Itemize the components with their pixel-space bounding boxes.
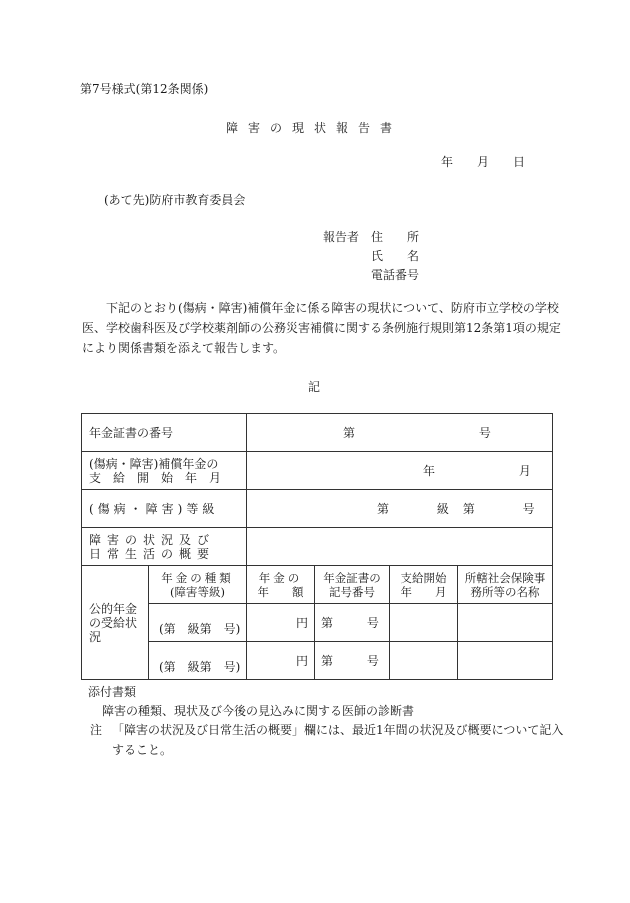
grade-text: (第 級第 号) [159, 660, 241, 674]
disability-status-label-2: 日常生活の概要 [89, 546, 216, 561]
label-text: 年金証書の番号 [89, 425, 174, 440]
form-number: 第7号様式(第12条関係) [80, 82, 209, 96]
office-name-cell[interactable] [458, 604, 553, 642]
pension-header-row [82, 566, 553, 604]
payment-start-cell[interactable] [390, 604, 458, 642]
certificate-number-label-text [89, 426, 246, 440]
reporter-phone-label: 電話番号 [371, 268, 420, 282]
public-pension-label-2: の受給状 [89, 615, 138, 630]
date-month: 月 [477, 155, 490, 169]
payment-start-label-1: (傷病・障害)補償年金の [89, 456, 219, 471]
certificate-number-field[interactable] [247, 414, 553, 452]
date-day: 日 [513, 155, 526, 169]
body-line-3: により関係書類を添えて報告します。 [82, 341, 286, 355]
note-label: 注 [90, 723, 103, 737]
go-text: 号 [366, 653, 379, 668]
pension-grade-cell[interactable] [149, 604, 247, 642]
annual-amount-cell[interactable] [247, 642, 315, 680]
go-text: 号 [366, 615, 379, 630]
grade-field[interactable] [247, 490, 553, 528]
header-text-1: 年金証書の [323, 570, 381, 585]
header-annual-amount [247, 566, 315, 604]
header-office-name [458, 566, 553, 604]
public-pension-label-1: 公的年金 [89, 601, 138, 616]
month-text: 月 [518, 463, 531, 478]
pension-grade-cell[interactable] [149, 642, 247, 680]
pension-row [82, 604, 553, 642]
annual-amount-cell[interactable] [247, 604, 315, 642]
header-text-2: (障害等級) [170, 584, 225, 599]
pension-row [82, 642, 553, 680]
attachments-heading: 添付書類 [88, 685, 137, 699]
row-disability-status [82, 528, 553, 566]
header-text-1: 支給開始 [400, 570, 447, 585]
body-line-2: 医、学校歯科医及び学校薬剤師の公務災害補償に関する条例施行規則第12条第1項の規定 [82, 321, 561, 335]
certificate-code-cell[interactable] [315, 642, 390, 680]
header-text-1: 所轄社会保険事 [464, 570, 546, 585]
payment-start-label [82, 452, 247, 490]
certificate-number-label [82, 414, 247, 452]
dai-text: 第 [377, 501, 390, 516]
report-table [81, 413, 553, 680]
dai-text: 第 [321, 615, 334, 630]
disability-status-field[interactable] [247, 528, 553, 566]
header-payment-start [390, 566, 458, 604]
dai-text: 第 [321, 653, 334, 668]
header-text-2: 務所等の名称 [470, 584, 540, 599]
header-certificate-code [315, 566, 390, 604]
payment-start-field[interactable] [247, 452, 553, 490]
disability-status-label-1: 障害の状況及び [89, 532, 216, 547]
disability-status-label [82, 528, 247, 566]
header-text-1: 年金の [258, 570, 303, 585]
certificate-code-cell[interactable] [315, 604, 390, 642]
yen-text: 円 [296, 615, 309, 630]
note-line-1: 「障害の状況及び日常生活の概要」欄には、最近1年間の状況及び概要について記入 [112, 723, 564, 737]
header-pension-type [149, 566, 247, 604]
addressee: (あて先)防府市教育委員会 [104, 193, 246, 207]
reporter-name-label: 氏 名 [371, 249, 420, 263]
reporter-address-label: 住 所 [371, 230, 420, 244]
grade-label-text: (傷病・障害)等級 [89, 501, 219, 516]
reporter-heading: 報告者 [323, 230, 360, 244]
header-text-2: 年 額 [257, 584, 304, 599]
payment-start-label-2: 支給開始年月 [89, 470, 234, 485]
year-text: 年 [423, 463, 436, 478]
office-name-cell[interactable] [458, 642, 553, 680]
payment-start-cell[interactable] [390, 642, 458, 680]
attachment-item: 障害の種類、現状及び今後の見込みに関する医師の診断書 [102, 704, 415, 718]
go-text: 号 [478, 425, 491, 440]
body-line-1: 下記のとおり(傷病・障害)補償年金に係る障害の現状について、防府市立学校の学校 [106, 301, 559, 315]
grade-text: (第 級第 号) [159, 622, 241, 636]
date-year: 年 [441, 155, 454, 169]
public-pension-label-3: 況 [89, 629, 102, 644]
go-text: 号 [522, 501, 535, 516]
header-text-1: 年金の種類 [161, 570, 234, 585]
yen-text: 円 [296, 653, 309, 668]
grade-label [82, 490, 247, 528]
ki-heading: 記 [308, 380, 321, 394]
header-text-2: 記号番号 [329, 584, 376, 599]
document-title: 障害の現状報告書 [226, 121, 403, 135]
body-text [82, 298, 562, 358]
header-text-2: 年 月 [400, 584, 447, 599]
public-pension-label [82, 566, 149, 680]
kyu-text: 級 [436, 501, 449, 516]
note-line-2: すること。 [112, 743, 173, 757]
row-payment-start [82, 452, 553, 490]
row-certificate-number [82, 414, 553, 452]
dai2-text: 第 [462, 501, 475, 516]
dai-text: 第 [343, 425, 356, 440]
row-grade [82, 490, 553, 528]
